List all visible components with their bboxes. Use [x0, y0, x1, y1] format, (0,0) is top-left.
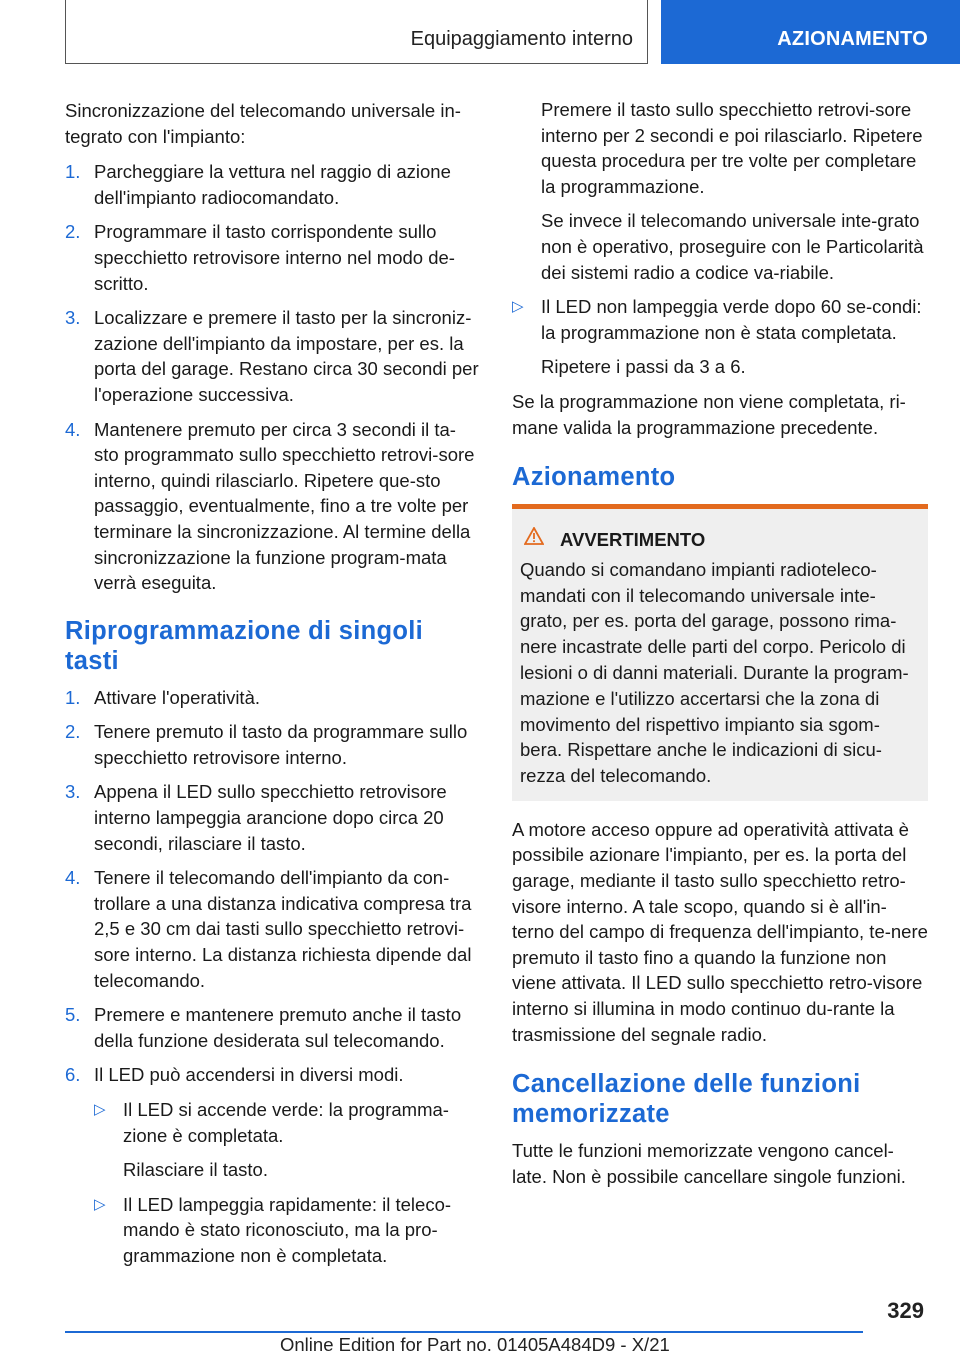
footer-divider: [65, 1331, 863, 1333]
step-text: Localizzare e premere il tasto per la sincroniz-zazione dell'impianto da impostare, per es. la porta del garage. Restano circa 30 secondi per l'operazione successiva.: [94, 307, 479, 405]
warning-box: [512, 504, 928, 801]
continued-note: Premere il tasto sullo specchietto retrovi-sore interno per 2 secondi e poi rilasciarlo. Ripetere questa procedura per tre volte per completare la programmazione.: [541, 99, 923, 197]
warning-header: [520, 527, 920, 553]
step-number: 3.: [65, 307, 81, 329]
sub-bullet-led-green: [94, 1097, 480, 1148]
warning-body: Quando si comandano impianti radioteleco-mandati con il telecomando universale inte-grato, per es. porta del garage, possono rima-nere incastrate delle parti del corpo. Pericolo di lesioni o di danni materiali. Durante la program-mazione e l'utilizzo accertarsi che la zona di movimento del rispettivo impianto sia sgom-bera. Rispettare anche le indicazioni di sicu-rezza del telecomando.: [520, 558, 909, 787]
step-number: 5.: [65, 1004, 81, 1026]
sub-bullet-note: Ripetere i passi da 3 a 6.: [541, 356, 746, 378]
section-heading-operation: Azionamento: [512, 463, 676, 492]
step-text: Mantenere premuto per circa 3 secondi il ta-sto programmato sullo specchietto retrovi-sore interno, quindi rilasciarlo. Ripetere que-sto passaggio, eventualmente, fino a tre volte per terminare la sincronizzazione. Al termine della sincronizzazione la funzione program-mata verrà eseguita.: [94, 418, 475, 594]
step-text: Attivare l'operatività.: [94, 686, 260, 708]
sub-bullet-text: Il LED non lampeggia verde dopo 60 se-condi: la programmazione non è stata completata.: [541, 296, 922, 343]
header-section-title: Equipaggiamento interno: [410, 28, 633, 50]
intro-paragraph: Sincronizzazione del telecomando universale in-tegrato con l'impianto:: [65, 100, 461, 147]
page-number: 329: [887, 1298, 924, 1323]
step-text: Programmare il tasto corrispondente sullo specchietto retrovisore interno nel modo de-scritto.: [94, 221, 455, 294]
list-item: [65, 305, 480, 407]
sub-bullet-note: Rilasciare il tasto.: [123, 1159, 268, 1181]
triangle-bullet-icon: ▷: [94, 1195, 106, 1213]
step-text: Appena il LED sullo specchietto retrovisore interno lampeggia arancione dopo circa 20 secondi, rilasciare il tasto.: [94, 781, 447, 854]
step-number: 3.: [65, 781, 81, 803]
reprogram-steps-list: [65, 685, 480, 1269]
list-item: [65, 685, 480, 711]
step-text: Il LED può accendersi in diversi modi.: [94, 1064, 404, 1086]
section-heading-delete: Cancellazione delle funzioni memorizzate: [512, 1070, 861, 1129]
header-chapter-title: AZIONAMENTO: [777, 28, 928, 50]
sub-bullet-led-blink: [94, 1192, 480, 1269]
list-item: [65, 219, 480, 296]
left-column: [65, 98, 480, 1278]
list-item: [65, 719, 480, 770]
step-text: Premere e mantenere premuto anche il tasto della funzione desiderata sul telecomando.: [94, 1004, 462, 1051]
list-item: [65, 417, 480, 596]
section-heading-reprogramming: Riprogrammazione di singoli tasti: [65, 616, 424, 675]
right-column: [512, 97, 928, 1199]
footer-edition: Online Edition for Part no. 01405A484D9 - X/21: [280, 1334, 670, 1355]
list-item: [65, 1062, 480, 1268]
step-number: 2.: [65, 221, 81, 243]
step-text: Parcheggiare la vettura nel raggio di azione dell'impianto radiocomandato.: [94, 161, 451, 208]
list-item: [65, 159, 480, 210]
list-item: [65, 779, 480, 856]
sub-bullet-led-not-green: [512, 294, 928, 345]
step-number: 6.: [65, 1064, 81, 1086]
warning-triangle-icon: [520, 527, 548, 553]
step-number: 1.: [65, 686, 81, 708]
step-number: 4.: [65, 418, 81, 440]
sync-steps-list: [65, 159, 480, 596]
header-section-box: [65, 0, 648, 64]
step-text: Tenere il telecomando dell'impianto da con-trollare a una distanza indicativa compresa tra 2,5 e 30 cm dai tasti sullo specchietto retrovi-sore interno. La distanza richiesta dipende dal telecomando.: [94, 867, 472, 991]
header-chapter-tab: [661, 0, 960, 64]
body-paragraph: Tutte le funzioni memorizzate vengono cancel-late. Non è possibile cancellare singole funzioni.: [512, 1140, 906, 1187]
step-number: 4.: [65, 867, 81, 889]
list-item: [65, 1002, 480, 1053]
list-item: [65, 865, 480, 993]
warning-title: AVVERTIMENTO: [560, 529, 706, 551]
step-text: Tenere premuto il tasto da programmare sullo specchietto retrovisore interno.: [94, 721, 468, 768]
step-number: 1.: [65, 161, 81, 183]
step-number: 2.: [65, 721, 81, 743]
triangle-bullet-icon: ▷: [512, 298, 524, 316]
sub-bullet-text: Il LED si accende verde: la programma-zione è completata.: [123, 1099, 449, 1146]
triangle-bullet-icon: ▷: [94, 1101, 106, 1118]
continued-note: Se invece il telecomando universale inte-grato non è operativo, proseguire con le Particolarità dei sistemi radio a codice va-riabile.: [541, 210, 924, 283]
body-paragraph: A motore acceso oppure ad operatività attivata è possibile azionare l'impianto, per es. la porta del garage, mediante il tasto sullo specchietto retro-visore interno. A tale scopo, quando si è all'in-terno del campo di frequenza dell'impianto, te-nere premuto il tasto fino a quando la funzione non viene attivata. Il LED sullo specchietto retro-visore interno si illumina in modo continuo du-rante la trasmissione del segnale radio.: [512, 818, 928, 1045]
sub-bullet-text: Il LED lampeggia rapidamente: il teleco-mando è stato riconosciuto, ma la pro-grammazione non è completata.: [123, 1193, 452, 1266]
body-paragraph: Se la programmazione non viene completata, ri-mane valida la programmazione precedente.: [512, 390, 906, 438]
